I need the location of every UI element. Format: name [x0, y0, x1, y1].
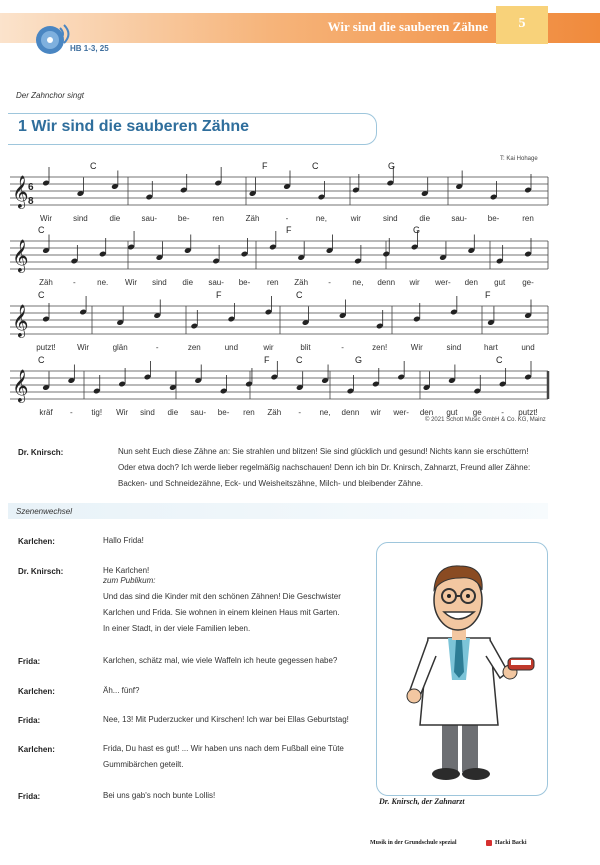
speaker-dr-knirsch: Dr. Knirsch:: [18, 448, 64, 457]
lyric-syllable: die: [167, 408, 179, 417]
lyric-syllable: ge: [472, 408, 482, 417]
lyric-syllable: Wir: [40, 214, 52, 223]
speech-block: [103, 563, 363, 637]
lyric-syllable: -: [73, 278, 76, 287]
chord-symbol: C: [90, 161, 97, 171]
speaker: Karlchen:: [18, 687, 55, 696]
illustration-caption: Dr. Knirsch, der Zahnarzt: [379, 797, 465, 806]
treble-clef-icon: 𝄞: [12, 370, 29, 401]
lyric-syllable: Zäh: [245, 214, 260, 223]
lyric-syllable: wir: [263, 343, 274, 352]
song-title: [18, 118, 249, 136]
treble-clef-icon: 𝄞: [12, 305, 29, 336]
lyric-syllable: sind: [446, 343, 462, 352]
chord-symbol: F: [485, 290, 491, 300]
speech-line: He Karlchen!: [103, 566, 150, 575]
chord-symbol: C: [296, 290, 303, 300]
lyric-syllable: ge-: [522, 278, 534, 287]
page-number: 5: [518, 16, 526, 31]
lyric-syllable: ren: [522, 214, 534, 223]
header-title: Wir sind die sauberen Zähne: [327, 19, 488, 34]
lyric-syllable: sau-: [208, 278, 224, 287]
lyric-syllable: Wir: [77, 343, 90, 352]
scene-change-label: Szenenwechsel: [16, 507, 73, 516]
lyric-syllable: -: [70, 408, 73, 417]
lyric-syllable: die: [182, 278, 194, 287]
lyric-syllable: wir: [409, 278, 420, 287]
treble-clef-icon: 𝄞: [12, 176, 29, 207]
chord-symbol: F: [286, 225, 292, 235]
speech-line: Hallo Frida!: [103, 536, 144, 545]
lyric-syllable: denn: [341, 408, 360, 417]
lyric-syllable: sind: [152, 278, 167, 287]
lyric-syllable: -: [155, 343, 159, 352]
lyric-syllable: be-: [177, 214, 190, 223]
speaker: Dr. Knirsch:: [18, 567, 64, 576]
lyric-syllable: wer-: [393, 408, 409, 417]
sheet-music: [0, 150, 600, 418]
speech-line: Bei uns gab's noch bunte Lollis!: [103, 791, 216, 800]
speech-line: Karlchen und Frida. Sie wohnen in einem kleinen Haus mit Garten.: [103, 608, 340, 617]
speaker: Frida:: [18, 657, 41, 666]
lyric-syllable: -: [328, 278, 331, 287]
lyric-syllable: ne,: [352, 278, 364, 287]
lyric-syllable: sau-: [451, 214, 467, 223]
lyric-syllable: -: [341, 343, 344, 352]
stage-direction: zum Publikum:: [103, 576, 156, 585]
time-signature: 6: [28, 182, 34, 193]
lyric-syllable: gut: [446, 408, 458, 417]
chord-symbol: F: [216, 290, 222, 300]
lyric-syllable: sau-: [190, 408, 206, 417]
lyric-syllable: ren: [267, 278, 279, 287]
lyric-syllable: denn: [377, 278, 396, 287]
footer-series: Musik in der Grundschule spezial: [370, 840, 457, 846]
lyric-syllable: blit: [300, 343, 311, 352]
chord-symbol: G: [413, 225, 421, 235]
chord-symbol: C: [38, 225, 45, 235]
lyric-syllable: kräf: [39, 408, 53, 417]
composer-credit: T: Kai Hohage: [500, 156, 538, 162]
song-number: 1: [18, 118, 27, 135]
speech-line: Backen- und Schneidezähne, Eck- und Weisheitszähne, Milch- und bleibender Zähne.: [118, 479, 423, 488]
lyric-syllable: sind: [73, 214, 88, 223]
lyric-syllable: Wir: [125, 278, 138, 287]
speech-line: Nee, 13! Mit Puderzucker und Kirschen! Ich war bei Ellas Geburtstag!: [103, 715, 349, 724]
treble-clef-icon: 𝄞: [12, 240, 29, 271]
speech-line: Nun seht Euch diese Zähne an: Sie strahlen und blitzen! Sie sind glücklich und gesund! Nichts kann sie erschüttern!: [118, 447, 529, 456]
chord-symbol: C: [38, 290, 45, 300]
lyric-syllable: und: [521, 343, 535, 352]
speaker: Frida:: [18, 792, 41, 801]
cd-track-label: HB 1-3, 25: [70, 44, 109, 53]
lyric-syllable: be-: [487, 214, 500, 223]
brand-logo-icon: [486, 840, 492, 846]
lyric-syllable: wir: [370, 408, 381, 417]
dr-knirsch-speech: [118, 444, 558, 492]
lyric-syllable: und: [224, 343, 239, 352]
speaker: Karlchen:: [18, 537, 55, 546]
speaker: Frida:: [18, 716, 41, 725]
speech-line: Äh... fünf?: [103, 686, 140, 695]
chord-symbol: G: [355, 355, 363, 365]
lyric-syllable: sau-: [141, 214, 158, 223]
lyric-syllable: die: [109, 214, 121, 223]
chord-symbol: C: [38, 355, 45, 365]
speech-block: [103, 741, 363, 773]
lyric-syllable: gut: [494, 278, 506, 287]
lyric-syllable: Zäh: [39, 278, 53, 287]
song-title-text: Wir sind die sauberen Zähne: [31, 118, 250, 135]
speech-line: Und das sind die Kinder mit den schönen Zähnen! Die Geschwister: [103, 592, 341, 601]
chord-symbol: F: [264, 355, 270, 365]
speech-line: Frida, Du hast es gut! ... Wir haben uns nach dem Fußball eine Tüte: [103, 744, 344, 753]
lyric-syllable: -: [501, 408, 504, 417]
scene-change-bar: [8, 503, 548, 519]
footer-brand: Hacki Backi: [495, 840, 527, 846]
lyric-syllable: ren: [243, 408, 255, 417]
intro-text: Der Zahnchor singt: [16, 91, 85, 100]
lyric-syllable: ne.: [97, 278, 109, 287]
lyric-syllable: -: [298, 408, 302, 417]
speech-line: In einer Stadt, in der viele Familien leben.: [103, 624, 251, 633]
speech-line: Oder etwa doch? Ich werde lieber regelmäßig nachschauen! Denn ich bin Dr. Knirsch, Zahnarzt, Freund aller Zähne:: [118, 463, 531, 472]
chord-symbol: C: [296, 355, 303, 365]
time-signature: 8: [28, 196, 34, 207]
lyric-syllable: Wir: [116, 408, 129, 417]
chord-symbol: C: [312, 161, 319, 171]
lyric-syllable: Zäh: [294, 278, 309, 287]
lyric-syllable: putzt!: [36, 343, 56, 352]
chord-symbol: G: [388, 161, 396, 171]
lyric-syllable: zen!: [372, 343, 388, 352]
lyric-syllable: glän: [112, 343, 128, 352]
lyric-syllable: sind: [140, 408, 155, 417]
lyric-syllable: putzt!: [518, 408, 538, 417]
lyric-syllable: be-: [217, 408, 230, 417]
lyric-syllable: die: [419, 214, 431, 223]
speech-line: Karlchen, schätz mal, wie viele Waffeln ich heute gegessen habe?: [103, 656, 338, 665]
lyric-syllable: be-: [238, 278, 251, 287]
lyric-syllable: ren: [212, 214, 224, 223]
lyric-syllable: tig!: [91, 408, 103, 417]
lyric-syllable: hart: [484, 343, 498, 352]
dentist-illustration: [390, 560, 540, 785]
lyric-syllable: wer-: [435, 278, 451, 287]
lyric-syllable: zen: [187, 343, 201, 352]
lyric-syllable: ne,: [315, 214, 327, 223]
lyric-syllable: wir: [350, 214, 361, 223]
speech-line: Gummibärchen geteilt.: [103, 760, 184, 769]
chord-symbol: C: [496, 355, 503, 365]
lyric-syllable: Zäh: [267, 408, 282, 417]
speaker: Karlchen:: [18, 745, 55, 754]
lyric-syllable: den: [464, 278, 478, 287]
chord-symbol: F: [262, 161, 268, 171]
lyric-syllable: sind: [382, 214, 398, 223]
lyric-syllable: den: [419, 408, 434, 417]
copyright-note: © 2021 Schott Music GmbH & Co. KG, Mainz: [425, 417, 546, 423]
lyric-syllable: Wir: [410, 343, 423, 352]
lyric-syllable: -: [285, 214, 289, 223]
lyric-syllable: ne,: [319, 408, 331, 417]
